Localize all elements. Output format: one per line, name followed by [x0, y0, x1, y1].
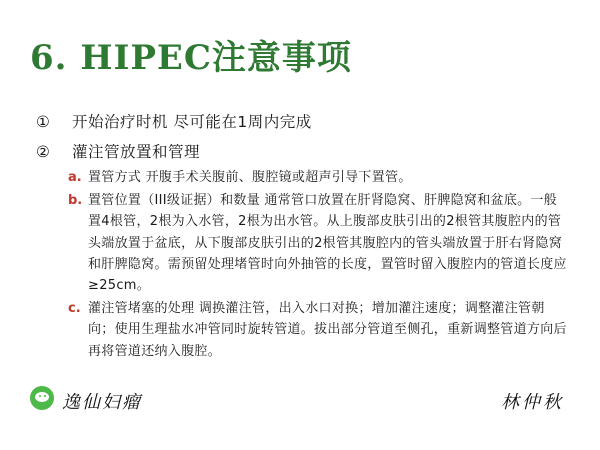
item-number: ① [36, 113, 50, 131]
slide-title: 6. HIPEC注意事项 [30, 38, 352, 78]
subitem-text: 置管方式 开腹手术关腹前、腹腔镜或超声引导下置管。 [88, 170, 412, 185]
subitem-a [68, 167, 570, 188]
item-number: ② [36, 143, 50, 161]
item-text: 灌注管放置和管理 [72, 143, 201, 161]
subitem-text: 灌注管堵塞的处理 调换灌注管，出入水口对换；增加灌注速度；调整灌注管朝向；使用生理盐水冲管同时旋转管道。拔出部分管道至侧孔，重新调整管道方向后再将管道还纳入腹腔。 [88, 301, 567, 359]
subitem-text: 置管位置（III级证据）和数量 通常管口放置在肝肾隐窝、肝脾隐窝和盆底。一般置4根管，2根为入水管，2根为出水管。从上腹部皮肤引出的2根管其腹腔内的管头端放置于盆底，从下腹部皮肤引出的2根管其腹腔内的管头端放置于肝右肾隐窝和肝脾隐窝。需预留处理堵管时向外抽管的长度，置管时留入腹腔内的管道长度应≥25cm。 [88, 193, 567, 294]
item-text: 开始治疗时机 尽可能在1周内完成 [72, 113, 312, 131]
list-item-1 [36, 110, 312, 132]
subitem-letter: a. [68, 170, 82, 185]
subitem-letter: c. [68, 301, 81, 316]
wechat-logo-icon [30, 386, 54, 410]
subitem-b [68, 190, 570, 296]
list-item-2 [36, 140, 200, 162]
footer-author: 林仲秋 [501, 392, 564, 413]
footer-brand: 逸仙妇瘤 [62, 392, 142, 413]
subitem-c [68, 298, 570, 362]
subitem-letter: b. [68, 193, 83, 208]
